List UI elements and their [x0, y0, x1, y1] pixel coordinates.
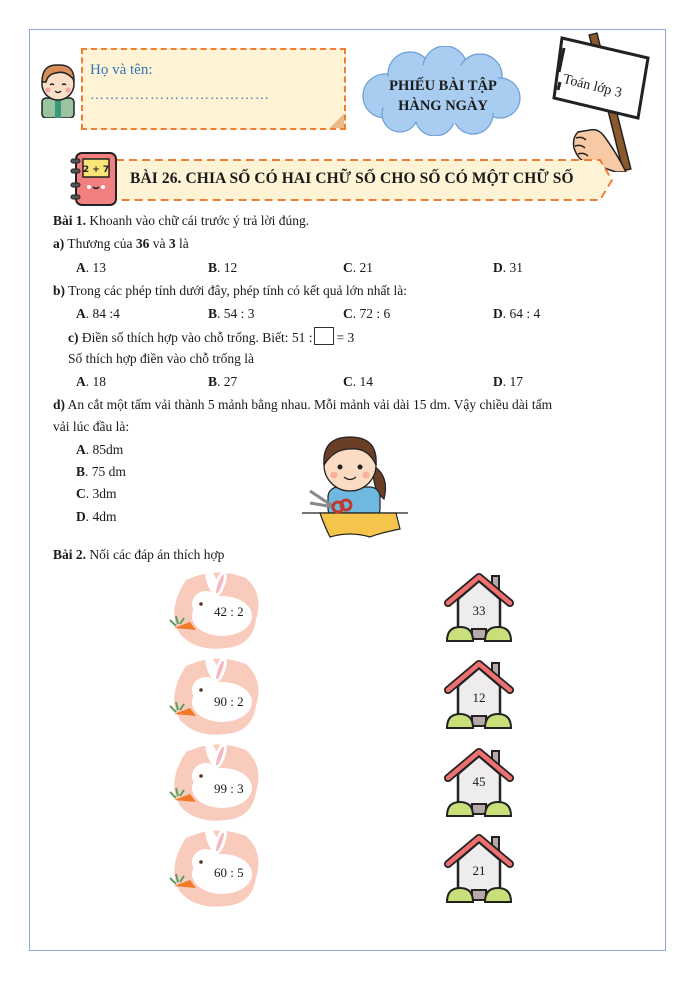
- house-number: 33: [472, 603, 486, 618]
- option-text: . 12: [217, 260, 238, 275]
- option-key: D: [493, 374, 503, 389]
- svg-text:2 + 7: 2 + 7: [82, 165, 110, 175]
- option-key: D: [76, 509, 86, 524]
- boy-avatar-icon: [36, 58, 80, 118]
- question-c: [68, 327, 354, 347]
- option-key: B: [208, 260, 218, 275]
- bunny-expression: 90 : 2: [214, 694, 244, 709]
- exercise2-instruction: Nối các đáp án thích hợp: [86, 547, 225, 562]
- option-b-D[interactable]: [493, 305, 540, 323]
- option-key: D: [493, 260, 503, 275]
- option-key: A: [76, 442, 86, 457]
- option-text: . 75 dm: [85, 464, 126, 479]
- option-key: A: [76, 260, 86, 275]
- option-text: . 84 :4: [85, 306, 120, 321]
- bunny-card-3[interactable]: [166, 742, 266, 822]
- option-key: A: [76, 374, 86, 389]
- option-text: . 13: [85, 260, 106, 275]
- option-key: D: [493, 306, 503, 321]
- option-key: B: [76, 464, 86, 479]
- option-d-B[interactable]: [76, 463, 126, 481]
- option-text: . 17: [502, 374, 523, 389]
- exercise2-label: Bài 2.: [53, 547, 87, 562]
- bunny-card-4[interactable]: [166, 828, 266, 908]
- question-b-letter: b): [53, 283, 66, 298]
- option-key: A: [76, 306, 86, 321]
- question-a-text: Thương của: [64, 236, 136, 251]
- question-a-number-36: 36: [135, 236, 150, 251]
- option-key: C: [343, 306, 353, 321]
- option-key: B: [208, 306, 218, 321]
- option-text: . 3dm: [85, 486, 117, 501]
- option-key: C: [343, 260, 353, 275]
- name-field[interactable]: ………………………………: [90, 88, 270, 103]
- option-b-A[interactable]: [76, 305, 120, 323]
- bunny-expression: 42 : 2: [214, 604, 244, 619]
- option-text: . 64 : 4: [502, 306, 541, 321]
- bunny-card-1[interactable]: [166, 570, 266, 650]
- question-a-text: là: [175, 236, 189, 251]
- option-text: . 31: [502, 260, 523, 275]
- bunny-expression: 99 : 3: [214, 781, 244, 796]
- question-a-text: và: [149, 236, 169, 251]
- option-d-D[interactable]: [76, 508, 117, 526]
- option-text: . 4dm: [85, 509, 117, 524]
- exercise2-heading: [53, 546, 224, 564]
- question-c-subtext: Số thích hợp điền vào chỗ trống là: [68, 351, 254, 366]
- option-a-B[interactable]: [208, 259, 237, 277]
- lesson-title: BÀI 26. CHIA SỐ CÓ HAI CHỮ SỐ CHO SỐ CÓ MỘT CHỮ SỐ: [130, 170, 574, 187]
- option-text: . 72 : 6: [352, 306, 391, 321]
- exercise1-instruction: Khoanh vào chữ cái trước ý trả lời đúng.: [86, 213, 310, 228]
- option-d-C[interactable]: [76, 485, 117, 503]
- girl-cutting-fabric-icon: [300, 425, 410, 540]
- question-b: [53, 282, 407, 300]
- house-number: 21: [472, 863, 486, 878]
- question-a-number-3: 3: [168, 236, 176, 251]
- question-c-text: Điền số thích hợp vào chỗ trống. Biết: 51 :: [78, 330, 313, 345]
- grade-sign-text: Toán lớp 3: [561, 72, 624, 102]
- option-text: . 54 : 3: [217, 306, 255, 321]
- question-a: [53, 235, 189, 253]
- page-fold-corner: [330, 114, 344, 128]
- exercise1-label: Bài 1.: [53, 213, 87, 228]
- option-key: C: [76, 486, 86, 501]
- question-d-line2: vải lúc đầu là:: [53, 419, 130, 434]
- worksheet-title-line2: HÀNG NGÀY: [398, 98, 488, 114]
- question-c-letter: c): [68, 330, 79, 345]
- option-a-C[interactable]: [343, 259, 373, 277]
- question-b-text: Trong các phép tính dưới đây, phép tính có kết quả lớn nhất là:: [65, 283, 408, 298]
- question-c-equals: = 3: [336, 330, 355, 345]
- option-b-C[interactable]: [343, 305, 390, 323]
- option-b-B[interactable]: [208, 305, 255, 323]
- bunny-expression: 60 : 5: [214, 865, 244, 880]
- option-c-C[interactable]: [343, 373, 373, 391]
- option-d-A[interactable]: [76, 441, 123, 459]
- question-d-letter: d): [53, 397, 66, 412]
- blank-answer-box[interactable]: [314, 327, 334, 345]
- question-d: [53, 396, 552, 414]
- exercise1-heading: [53, 212, 309, 230]
- bunny-card-2[interactable]: [166, 656, 266, 736]
- notebook-calculator-icon: [70, 151, 120, 207]
- option-text: . 18: [85, 374, 106, 389]
- option-text: . 21: [352, 260, 373, 275]
- option-key: B: [208, 374, 218, 389]
- worksheet-title: [368, 76, 518, 116]
- option-c-A[interactable]: [76, 373, 106, 391]
- question-d-text: An cắt một tấm vải thành 5 mảnh bằng nhau. Mỗi mảnh vải dài 15 dm. Vậy chiều dài tấm: [65, 397, 553, 412]
- name-label: Họ và tên:: [90, 62, 153, 78]
- option-c-B[interactable]: [208, 373, 237, 391]
- option-a-D[interactable]: [493, 259, 523, 277]
- house-card-3[interactable]: [444, 748, 514, 820]
- worksheet-title-line1: PHIẾU BÀI TẬP: [389, 78, 497, 94]
- option-text: . 14: [352, 374, 373, 389]
- house-number: 12: [472, 690, 486, 705]
- hand-holding-sign-icon: [548, 32, 664, 172]
- house-number: 45: [472, 774, 486, 789]
- house-card-2[interactable]: [444, 660, 514, 732]
- question-a-letter: a): [53, 236, 65, 251]
- option-text: . 27: [217, 374, 238, 389]
- house-card-1[interactable]: [444, 573, 514, 645]
- option-c-D[interactable]: [493, 373, 523, 391]
- option-key: C: [343, 374, 353, 389]
- option-a-A[interactable]: [76, 259, 106, 277]
- house-card-4[interactable]: [444, 834, 514, 906]
- option-text: . 85dm: [85, 442, 124, 457]
